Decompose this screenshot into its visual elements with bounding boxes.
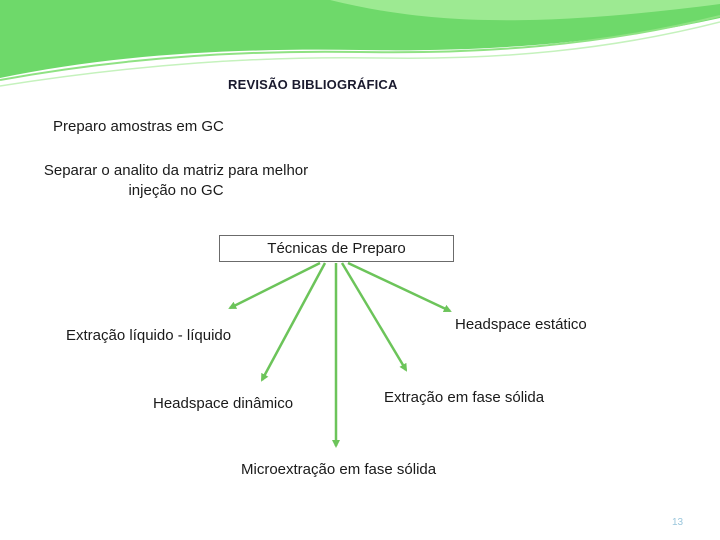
branch-headspace-estatico: Headspace estático [455, 316, 587, 333]
root-node-label: Técnicas de Preparo [267, 240, 406, 257]
branch-extracao-liquido-liquido: Extração líquido - líquido [66, 327, 232, 344]
description-line-1: Separar o analito da matriz para melhor [43, 162, 309, 179]
branch-extracao-fase-solida: Extração em fase sólida [384, 389, 545, 406]
branch-microextracao-fase-solida: Microextração em fase sólida [241, 461, 437, 478]
page-number: 13 [672, 517, 684, 528]
arrow-to-extracao-liquido [230, 263, 320, 308]
description-line-2: injeção no GC [128, 182, 224, 199]
slide-title: REVISÃO BIBLIOGRÁFICA [228, 77, 398, 92]
slide-subtitle: Preparo amostras em GC [53, 118, 224, 135]
arrow-to-headspace-dinamico [262, 263, 325, 380]
arrow-to-headspace-estatico [348, 263, 450, 311]
arrow-to-extracao-fase-solida [342, 263, 406, 370]
branch-headspace-dinamico: Headspace dinâmico [153, 395, 294, 412]
